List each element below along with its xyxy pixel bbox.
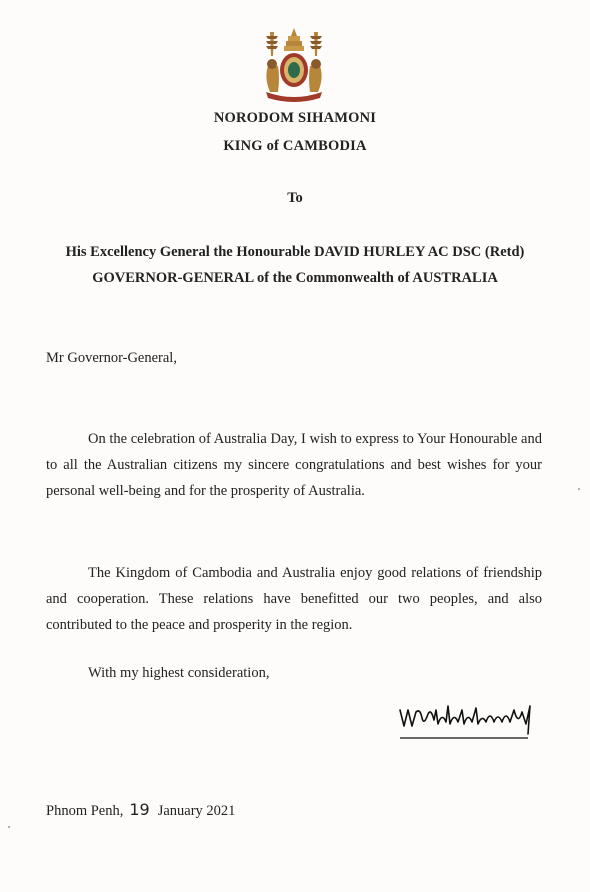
paper-speck — [8, 826, 10, 828]
paragraph-2 — [46, 560, 542, 638]
paragraph-2-text: The Kingdom of Cambodia and Australia enjoy good relations of friendship and cooperation. These relations have benefitted our two peoples, and also contributed to the peace and prosperity in the region. — [46, 565, 542, 633]
dateline-month-year: January 2021 — [157, 803, 236, 819]
paper-speck — [578, 488, 580, 490]
paragraph-1-text: On the celebration of Australia Day, I wish to express to Your Honourable and to all the Australian citizens my sincere congratulations and best wishes for your personal well-being and for the prosperity of Australia. — [46, 431, 542, 499]
signature-icon — [398, 700, 538, 744]
dateline-day: 19 — [129, 800, 150, 819]
to-label: To — [287, 190, 303, 206]
paragraph-1 — [46, 426, 542, 504]
recipient-line-1: His Excellency General the Honourable DAVID HURLEY AC DSC (Retd) — [65, 244, 525, 260]
closing: With my highest consideration, — [88, 665, 270, 681]
salutation: Mr Governor-General, — [46, 350, 177, 366]
dateline — [46, 800, 235, 820]
sender-name: NORODOM SIHAMONI — [213, 110, 377, 126]
royal-coat-of-arms-icon — [258, 26, 330, 104]
dateline-place: Phnom Penh, — [46, 803, 124, 819]
recipient-line-2: GOVERNOR-GENERAL of the Commonwealth of AUSTRALIA — [92, 270, 498, 286]
sender-title: KING of CAMBODIA — [223, 138, 367, 154]
